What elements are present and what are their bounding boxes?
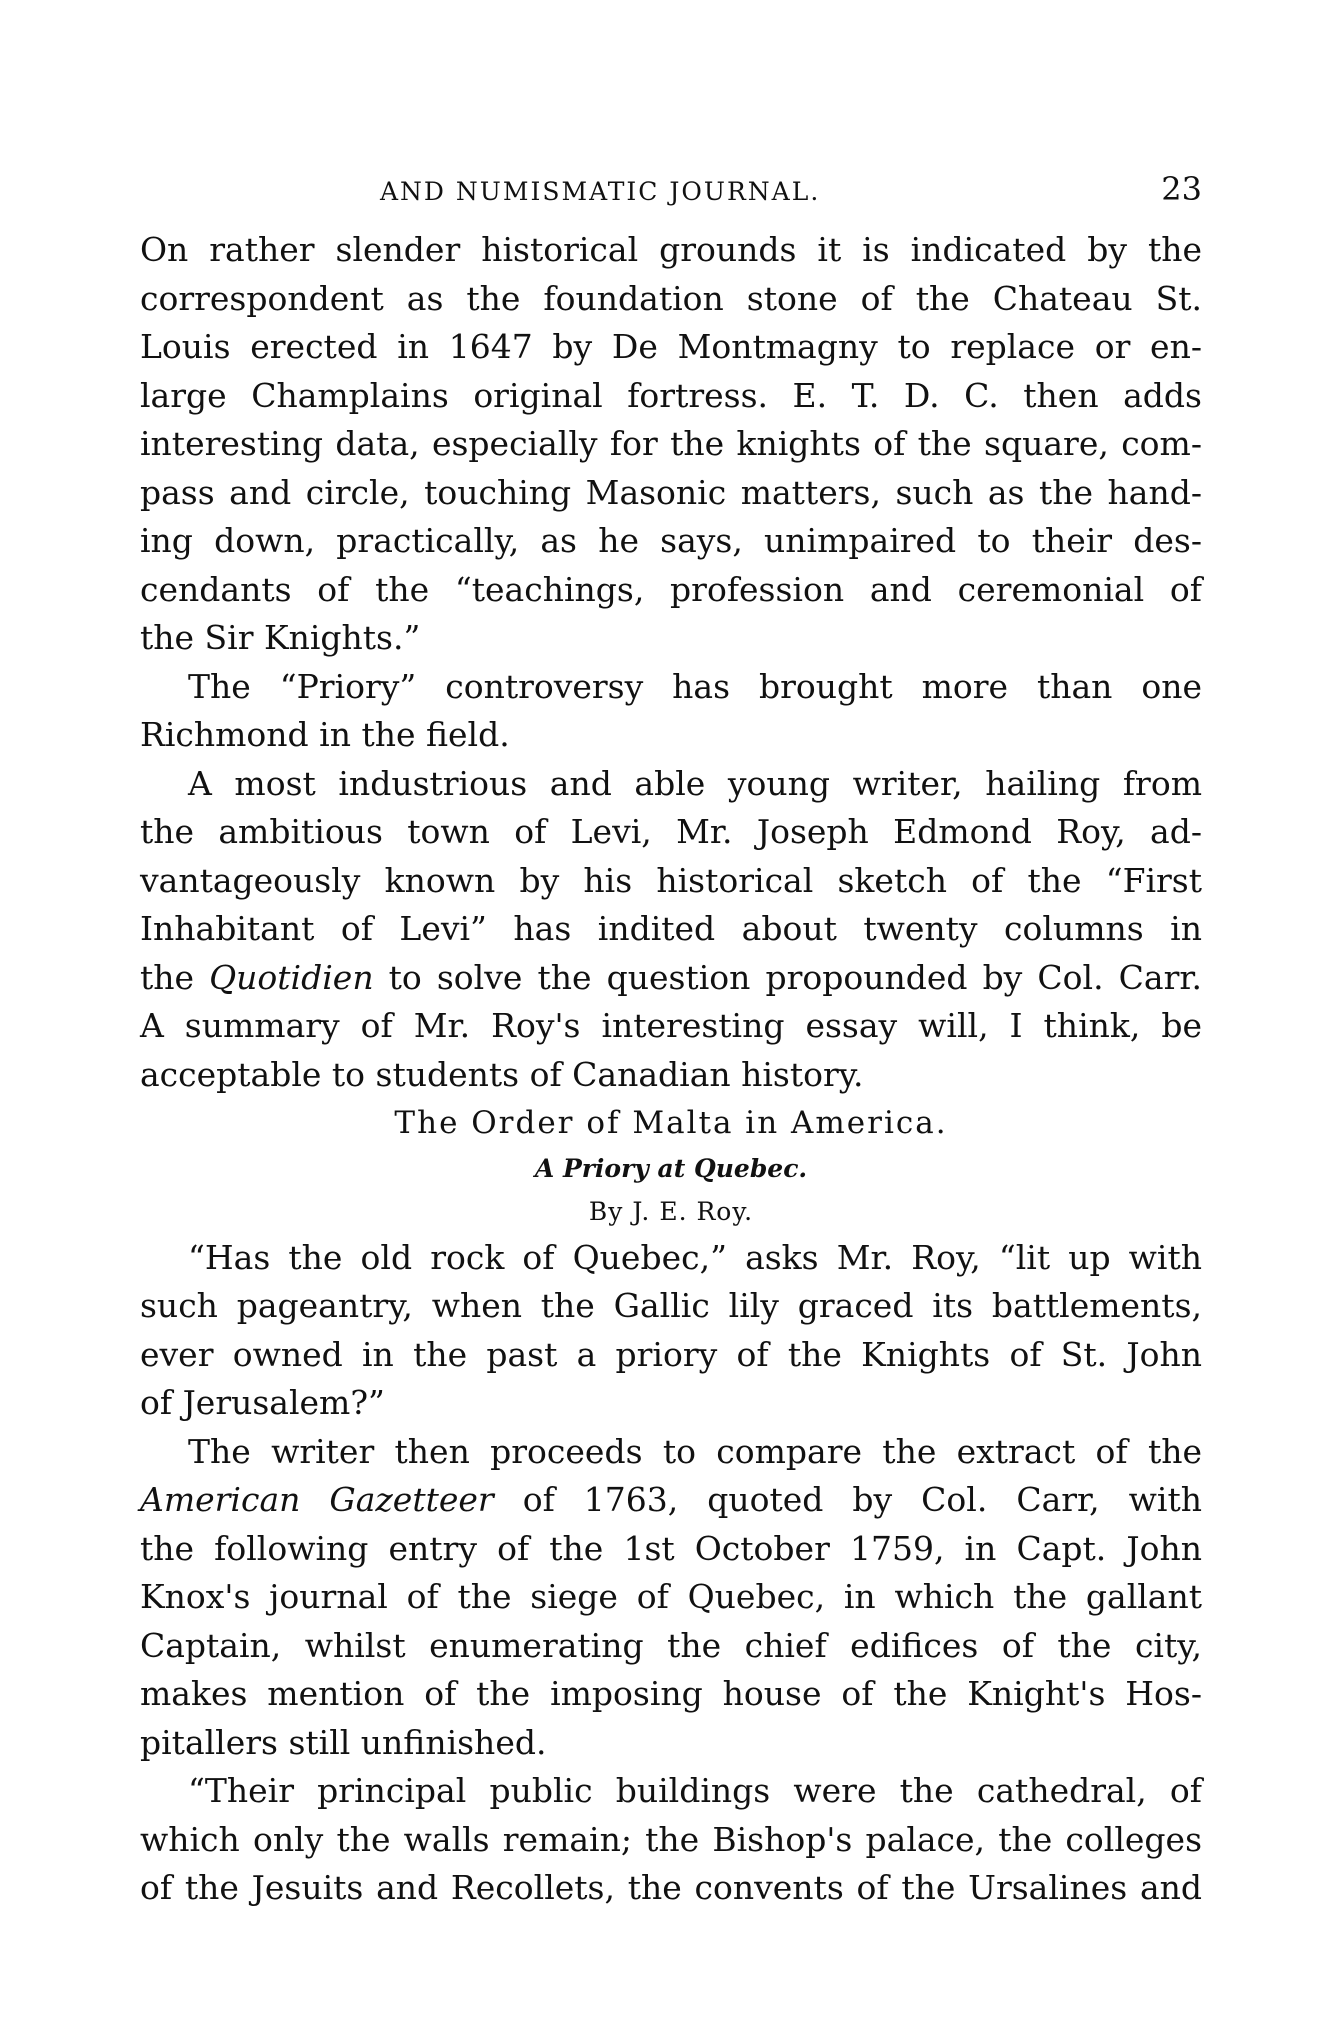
text-line (140, 954, 1202, 1003)
paragraph-5 (140, 1428, 1202, 1768)
text-line: interesting data, especially for the knights of the square, com- (140, 424, 1202, 463)
text-line: vantageously known by his historical sketch of the “First (140, 860, 1202, 900)
text-line: ever owned in the past a priory of the Knights of St. John (140, 1334, 1202, 1374)
text-line: large Champlains original fortress. E. T. D. C. then adds (140, 375, 1202, 415)
text-line: the Sir Knights.” (140, 618, 421, 657)
text-line: such pageantry, when the Gallic lily graced its battlements, (140, 1286, 1202, 1325)
text-line: cendants of the “teachings, profession and ceremonial of (140, 569, 1202, 609)
text-line: A most industrious and able young writer, hailing from (188, 763, 1202, 803)
text-line: the ambitious town of Levi, Mr. Joseph Edmond Roy, ad- (140, 812, 1202, 851)
gazetteer-title: American Gazetteer (140, 1480, 494, 1519)
text-fragment: to solve the question propounded by Col. Carr. (373, 957, 1202, 997)
text-line: Captain, whilst enumerating the chief edifices of the city, (140, 1625, 1202, 1665)
text-line: Knox's journal of the siege of Quebec, in which the gallant (140, 1577, 1202, 1616)
paragraph-4 (140, 1234, 1202, 1428)
text-line: “Has the old rock of Quebec,” asks Mr. Roy, “lit up with (188, 1237, 1202, 1277)
newspaper-title: Quotidien (209, 957, 374, 997)
text-line: the following entry of the 1st October 1759, in Capt. John (140, 1528, 1202, 1568)
text-line: The “Priory” controversy has brought more than one (188, 666, 1202, 706)
text-line: Louis erected in 1647 by De Montmagny to replace or en- (140, 327, 1202, 366)
text-line: A summary of Mr. Roy's interesting essay will, I think, be (140, 1006, 1202, 1045)
text-line: “Their principal public buildings were the cathedral, of (188, 1771, 1202, 1810)
text-line: acceptable to students of Canadian history. (140, 1054, 864, 1094)
running-title: AND NUMISMATIC JOURNAL. (380, 177, 821, 206)
article-subheading: A Priory at Quebec. (534, 1153, 808, 1183)
article-byline: By J. E. Roy. (588, 1196, 754, 1226)
running-header (140, 170, 1202, 208)
journal-page (140, 170, 1202, 1913)
paragraph-6 (140, 1767, 1202, 1913)
paragraph-3 (140, 760, 1202, 1100)
page-number: 23 (1161, 170, 1202, 208)
text-line: pitallers still unfinished. (140, 1722, 547, 1762)
text-line: of the Jesuits and Recollets, the convents of the Ursalines and (140, 1868, 1202, 1907)
text-line: pass and circle, touching Masonic matters, such as the hand- (140, 472, 1202, 512)
paragraph-1 (140, 226, 1202, 663)
text-line: makes mention of the imposing house of the Knight's Hos- (140, 1674, 1202, 1713)
text-line: On rather slender historical grounds it is indicated by the (140, 230, 1202, 269)
text-line: Inhabitant of Levi” has indited about twenty columns in (140, 909, 1202, 948)
article-heading: The Order of Malta in America. (394, 1105, 948, 1141)
text-line: of Jerusalem?” (140, 1383, 385, 1422)
text-line: Richmond in the field. (140, 715, 510, 754)
text-fragment: of 1763, quoted by Col. Carr, with (493, 1480, 1202, 1519)
text-line: correspondent as the foundation stone of the Chateau St. (140, 278, 1202, 318)
text-line: The writer then proceeds to compare the extract of the (188, 1431, 1202, 1471)
text-line: which only the walls remain; the Bishop's palace, the colleges (140, 1819, 1202, 1859)
text-fragment: the (140, 957, 210, 997)
text-line (140, 1476, 1202, 1525)
text-line: ing down, practically, as he says, unimpaired to their des- (140, 521, 1202, 560)
paragraph-2 (140, 663, 1202, 760)
